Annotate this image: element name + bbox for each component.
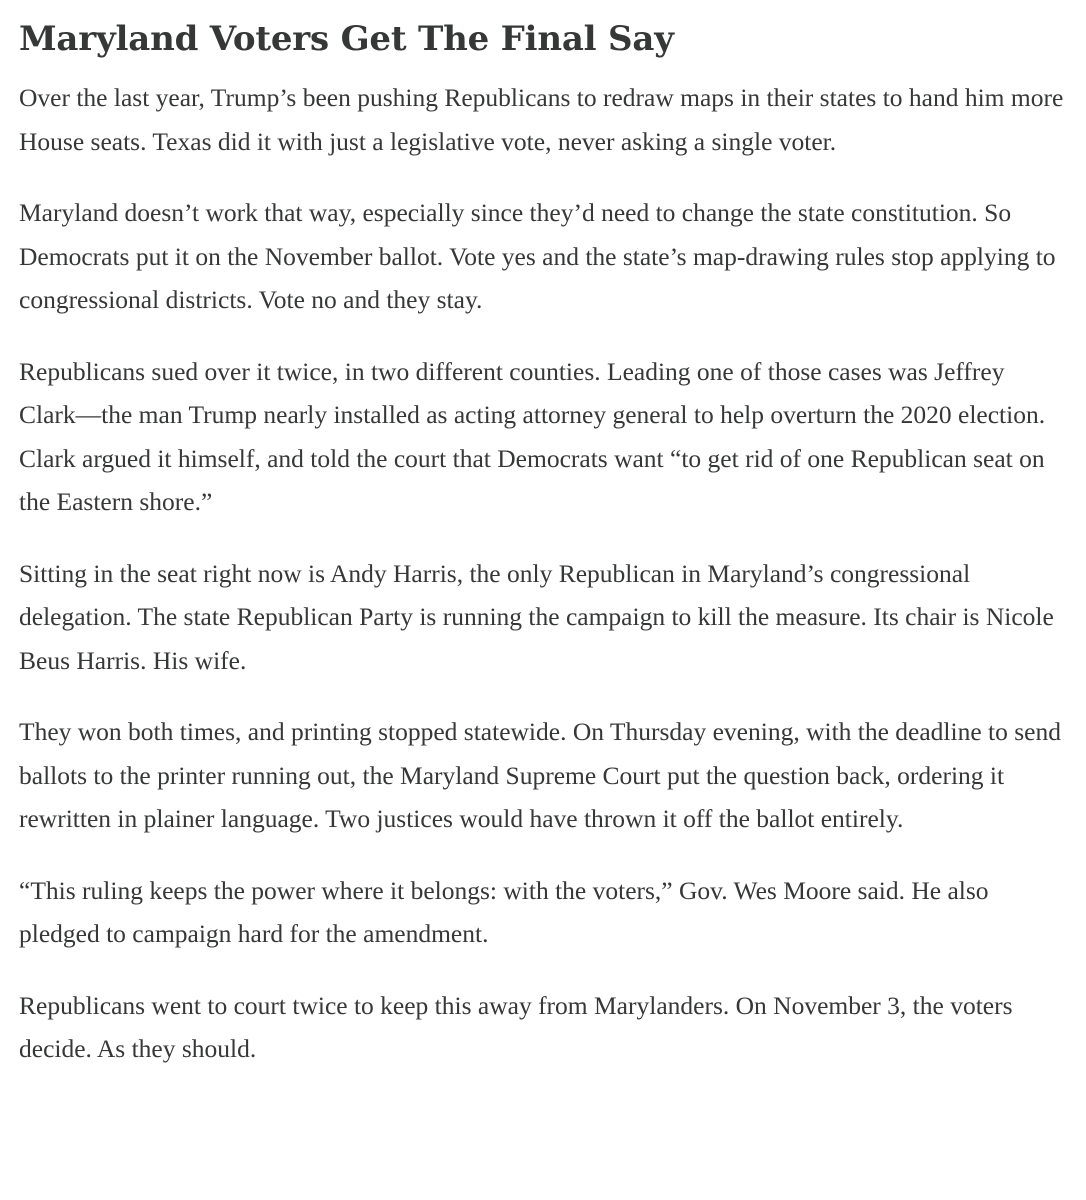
article-paragraph: Over the last year, Trump’s been pushing Republicans to redraw maps in their states to hand him more House seats. Texas did it with just a legislative vote, never asking a single voter. bbox=[19, 83, 1064, 156]
article-paragraph: Maryland doesn’t work that way, especially since they’d need to change the state constitution. So Democrats put it on the November ballot. Vote yes and the state’s map-drawing rules stop applying to congressional districts. Vote no and they stay. bbox=[19, 198, 1056, 314]
article-paragraph: Republicans went to court twice to keep this away from Marylanders. On November 3, the voters decide. As they should. bbox=[19, 990, 1013, 1063]
article-title: Maryland Voters Get The Final Say bbox=[19, 19, 674, 59]
article-paragraph: Sitting in the seat right now is Andy Harris, the only Republican in Maryland’s congressional delegation. The state Republican Party is running the campaign to kill the measure. Its chair is Nicole Beus Harris. His wife. bbox=[19, 558, 1054, 675]
article-paragraph: They won both times, and printing stopped statewide. On Thursday evening, with the deadline to send ballots to the printer running out, the Maryland Supreme Court put the question back, ordering it rewritten in plainer language. Two justices would have thrown it off the ballot entirely. bbox=[19, 717, 1062, 833]
article-paragraph: “This ruling keeps the power where it belongs: with the voters,” Gov. Wes Moore said. He also pledged to campaign hard for the amendment. bbox=[19, 875, 989, 948]
article-paragraph: Republicans sued over it twice, in two different counties. Leading one of those cases was Jeffrey Clark—the man Trump nearly installed as acting attorney general to help overturn the 2020 election. Clark argued it himself, and told the court that Democrats want “to get rid of one Republican seat on the Eastern shore.” bbox=[19, 356, 1046, 516]
